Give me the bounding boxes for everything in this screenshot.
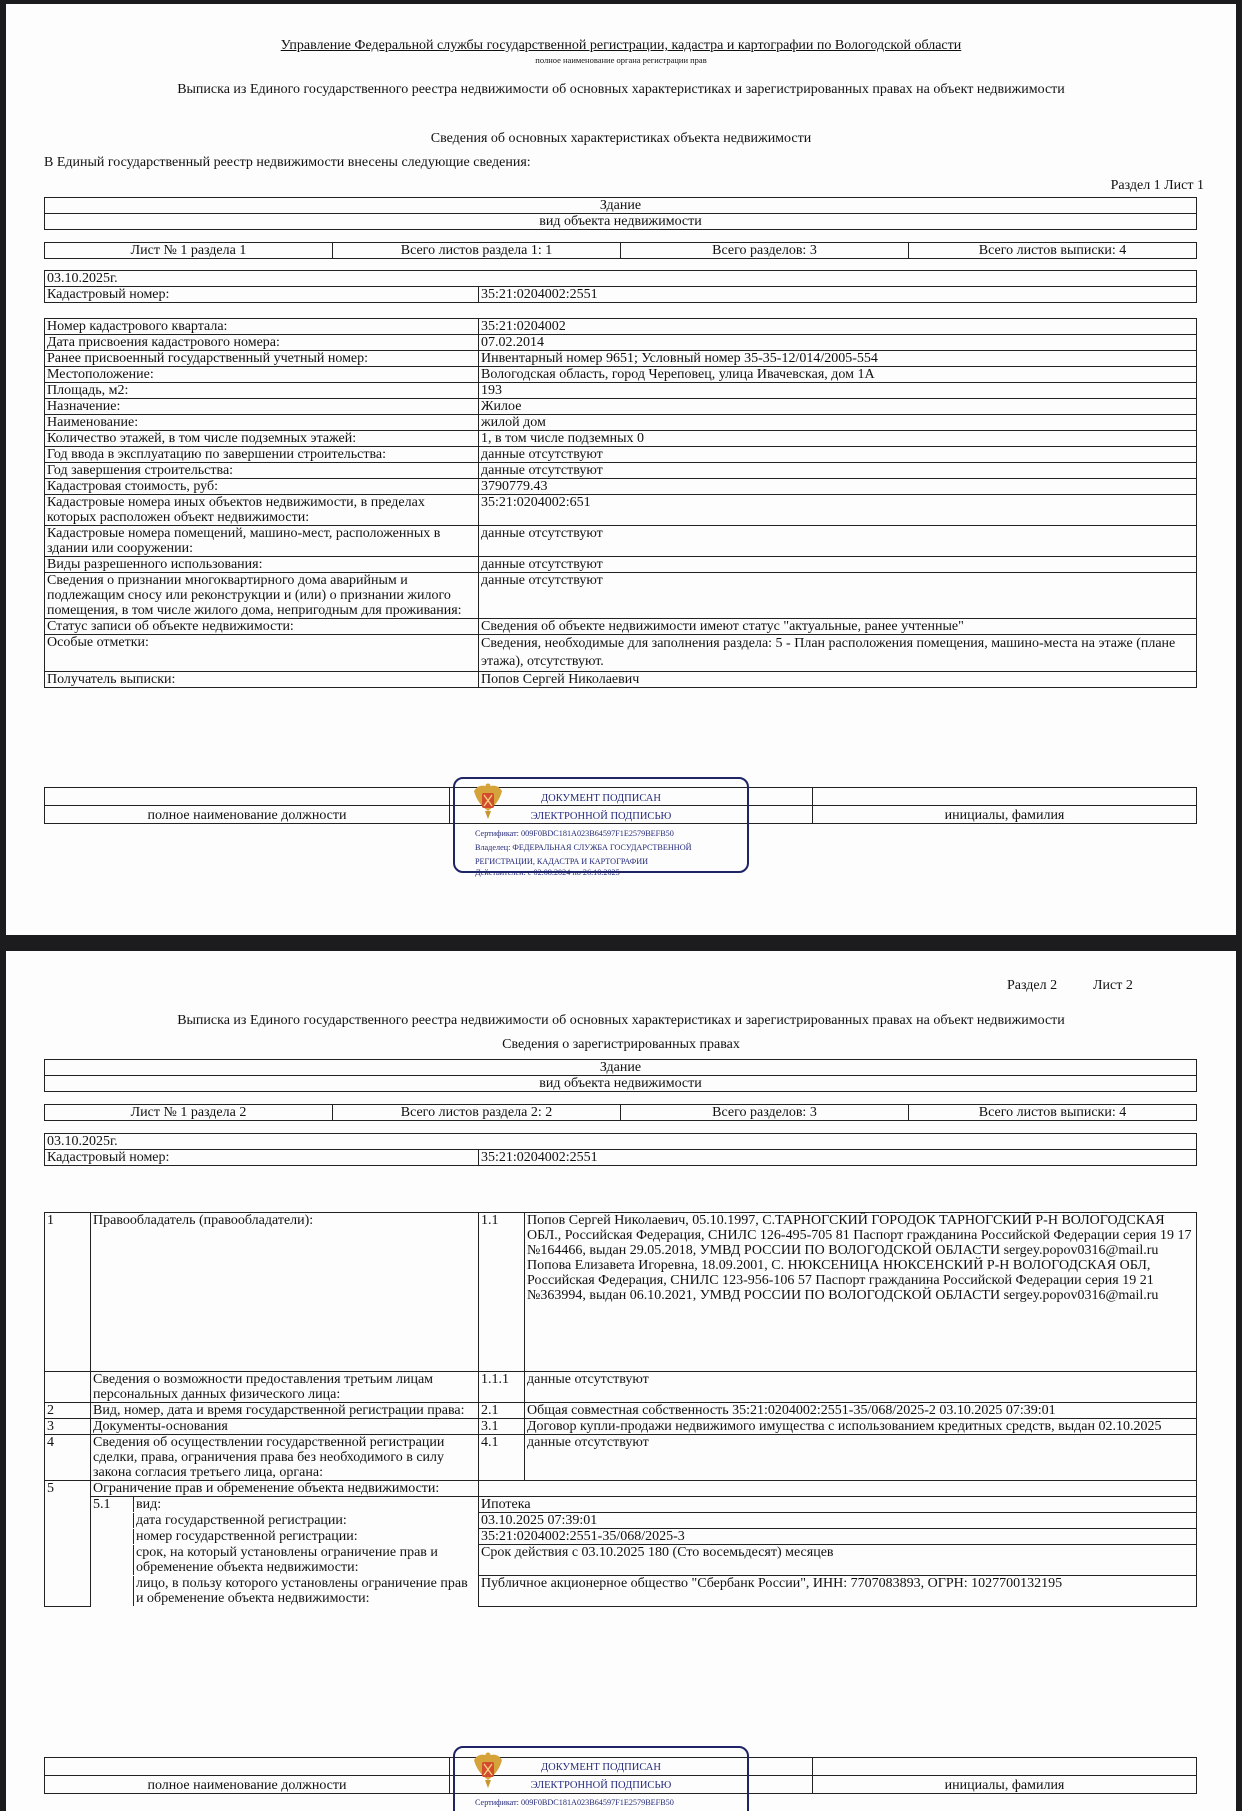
right-number: 2 bbox=[45, 1403, 91, 1419]
characteristic-label: Наименование: bbox=[45, 415, 479, 431]
characteristic-row bbox=[45, 351, 1197, 367]
right-number: 1 bbox=[45, 1213, 91, 1372]
encumbrance-header-row bbox=[45, 1481, 1197, 1497]
cadastral-value: 35:21:0204002:2551 bbox=[479, 1150, 1197, 1166]
characteristic-value: данные отсутствуют bbox=[479, 573, 1197, 619]
sheet-info-cell: Всего листов раздела 2: 2 bbox=[333, 1105, 621, 1121]
authority-name: Управление Федеральной службы государственной регистрации, кадастра и картографии по Вологодской области bbox=[280, 38, 962, 53]
right-label: Документы-основания bbox=[91, 1419, 479, 1435]
characteristic-label: Площадь, м2: bbox=[45, 383, 479, 399]
characteristic-value: Попов Сергей Николаевич bbox=[479, 672, 1197, 688]
characteristic-row bbox=[45, 319, 1197, 335]
extract-date: 03.10.2025г. bbox=[45, 271, 1197, 287]
sheet-info-cell: Всего листов выписки: 4 bbox=[909, 1105, 1197, 1121]
characteristic-value: 1, в том числе подземных 0 bbox=[479, 431, 1197, 447]
section-title: Сведения об основных характеристиках объекта недвижимости bbox=[430, 131, 812, 146]
encumbrance-field-label: вид: bbox=[133, 1497, 478, 1512]
characteristic-value: Сведения об объекте недвижимости имеют статус "актуальные, ранее учтенные" bbox=[479, 619, 1197, 635]
characteristic-value: Вологодская область, город Череповец, улица Ивачевская, дом 1А bbox=[479, 367, 1197, 383]
document-title: Выписка из Единого государственного реестра недвижимости об основных характеристиках и зарегистрированных правах на объект недвижимости bbox=[177, 82, 1065, 97]
encumbrance-row bbox=[45, 1529, 1197, 1545]
characteristic-value: 193 bbox=[479, 383, 1197, 399]
right-subnumber: 1.1.1 bbox=[479, 1372, 525, 1403]
right-row bbox=[45, 1435, 1197, 1481]
encumbrance-subnumber: 5.1 bbox=[93, 1497, 111, 1512]
characteristic-label: Кадастровая стоимость, руб: bbox=[45, 479, 479, 495]
section-label: Раздел 2 bbox=[1007, 978, 1058, 993]
right-row bbox=[45, 1419, 1197, 1435]
characteristic-label: Год ввода в эксплуатацию по завершении строительства: bbox=[45, 447, 479, 463]
e-signature-stamp bbox=[453, 1746, 749, 1811]
sheet-info-cell: Лист № 1 раздела 1 bbox=[45, 243, 333, 259]
intro-text: В Единый государственный реестр недвижимости внесены следующие сведения: bbox=[44, 155, 531, 170]
encumbrance-field-label: дата государственной регистрации: bbox=[133, 1513, 478, 1528]
characteristic-label: Особые отметки: bbox=[45, 635, 479, 672]
name-caption: инициалы, фамилия bbox=[813, 806, 1197, 824]
right-subnumber: 1.1 bbox=[479, 1213, 525, 1372]
characteristic-label: Местоположение: bbox=[45, 367, 479, 383]
characteristic-row bbox=[45, 447, 1197, 463]
characteristic-row bbox=[45, 479, 1197, 495]
right-row bbox=[45, 1372, 1197, 1403]
characteristic-value: 35:21:0204002:651 bbox=[479, 495, 1197, 526]
sheet-info-table bbox=[44, 1104, 1197, 1121]
position-caption: полное наименование должности bbox=[45, 1776, 450, 1794]
stamp-owner-1: Владелец: ФЕДЕРАЛЬНАЯ СЛУЖБА ГОСУДАРСТВЕННОЙ bbox=[475, 843, 692, 852]
characteristic-row bbox=[45, 672, 1197, 688]
stamp-line-2: ЭЛЕКТРОННОЙ ПОДПИСЬЮ bbox=[530, 1780, 672, 1791]
stamp-certificate: Сертификат: 009F0BDC181A023B64597F1E2579BEFB50 bbox=[475, 1798, 674, 1807]
right-subnumber: 3.1 bbox=[479, 1419, 525, 1435]
characteristic-value: Инвентарный номер 9651; Условный номер 35-35-12/014/2005-554 bbox=[479, 351, 1197, 367]
right-value: данные отсутствуют bbox=[525, 1372, 1197, 1403]
authority-caption: полное наименование органа регистрации прав bbox=[535, 55, 707, 65]
characteristic-label: Ранее присвоенный государственный учетный номер: bbox=[45, 351, 479, 367]
sheet-info-cell: Всего листов выписки: 4 bbox=[909, 243, 1197, 259]
section-sheet-label: Раздел 1 Лист 1 bbox=[1110, 178, 1204, 193]
right-value: Общая совместная собственность 35:21:0204002:2551-35/068/2025-2 03.10.2025 07:39:01 bbox=[525, 1403, 1197, 1419]
characteristic-row bbox=[45, 415, 1197, 431]
characteristic-row bbox=[45, 367, 1197, 383]
characteristic-label: Получатель выписки: bbox=[45, 672, 479, 688]
characteristic-value: данные отсутствуют bbox=[479, 557, 1197, 573]
section-title: Сведения о зарегистрированных правах bbox=[502, 1037, 740, 1052]
characteristic-value: данные отсутствуют bbox=[479, 463, 1197, 479]
encumbrance-label: Ограничение прав и обременение объекта недвижимости: bbox=[91, 1481, 479, 1497]
encumbrance-row bbox=[45, 1513, 1197, 1529]
characteristic-label: Номер кадастрового квартала: bbox=[45, 319, 479, 335]
object-type-caption: вид объекта недвижимости bbox=[45, 214, 1197, 230]
encumbrance-empty bbox=[479, 1481, 1197, 1497]
right-value: Договор купли-продажи недвижимого имущества с использованием кредитных средств, выдан 02.10.2025 bbox=[525, 1419, 1197, 1435]
sheet-label: Лист 2 bbox=[1093, 978, 1133, 993]
characteristic-row bbox=[45, 573, 1197, 619]
position-caption: полное наименование должности bbox=[45, 806, 450, 824]
characteristic-label: Статус записи об объекте недвижимости: bbox=[45, 619, 479, 635]
characteristic-row bbox=[45, 557, 1197, 573]
characteristic-row bbox=[45, 495, 1197, 526]
characteristic-label: Назначение: bbox=[45, 399, 479, 415]
characteristic-label: Кадастровые номера помещений, машино-мест, расположенных в здании или сооружении: bbox=[45, 526, 479, 557]
encumbrance-field-value: 03.10.2025 07:39:01 bbox=[479, 1513, 1197, 1529]
encumbrance-field-label: лицо, в пользу которого установлены ограничение прав и обременение объекта недвижимости: bbox=[133, 1576, 478, 1606]
characteristic-label: Количество этажей, в том числе подземных этажей: bbox=[45, 431, 479, 447]
cadastral-header-table bbox=[44, 270, 1197, 303]
right-label: Вид, номер, дата и время государственной регистрации права: bbox=[91, 1403, 479, 1419]
right-number bbox=[45, 1372, 91, 1403]
sheet-info-table bbox=[44, 242, 1197, 259]
object-type-caption: вид объекта недвижимости bbox=[45, 1076, 1197, 1092]
characteristic-value: 07.02.2014 bbox=[479, 335, 1197, 351]
right-value: Попов Сергей Николаевич, 05.10.1997, С.ТАРНОГСКИЙ ГОРОДОК ТАРНОГСКИЙ Р-Н ВОЛОГОДСКАЯ ОБЛ., Российская Федерация, СНИЛС 126-495-705 81 Паспорт гражданина Российской Федерации серия 19 17 №164466, выдан 29.05.2018, УМВД РОССИИ ПО ВОЛОГОДСКОЙ ОБЛАСТИ sergey.popov0316@mail.ru Попова Елизавета Игоревна, 18.09.2001, С. НЮКСЕНИЦА НЮКСЕНСКИЙ Р-Н ВОЛОГОДСКАЯ ОБЛ, Российская Федерация, СНИЛС 123-956-106 57 Паспорт гражданина Российской Федерации серия 19 21 №363994, выдан 06.10.2021, УМВД РОССИИ ПО ВОЛОГОДСКОЙ ОБЛАСТИ sergey.popov0316@mail.ru bbox=[525, 1213, 1197, 1372]
right-value: данные отсутствуют bbox=[525, 1435, 1197, 1481]
encumbrance-number: 5 bbox=[45, 1481, 91, 1607]
right-label: Сведения о возможности предоставления третьим лицам персональных данных физического лица: bbox=[91, 1372, 479, 1403]
characteristic-row bbox=[45, 619, 1197, 635]
cadastral-value: 35:21:0204002:2551 bbox=[479, 287, 1197, 303]
characteristic-label: Виды разрешенного использования: bbox=[45, 557, 479, 573]
name-caption: инициалы, фамилия bbox=[813, 1776, 1197, 1794]
characteristic-row bbox=[45, 335, 1197, 351]
object-type: Здание bbox=[45, 1060, 1197, 1076]
right-subnumber: 4.1 bbox=[479, 1435, 525, 1481]
encumbrance-row bbox=[45, 1576, 1197, 1607]
encumbrance-row bbox=[45, 1497, 1197, 1513]
right-label: Правообладатель (правообладатели): bbox=[91, 1213, 479, 1372]
encumbrance-field-value: Ипотека bbox=[479, 1497, 1197, 1513]
stamp-line-1: ДОКУМЕНТ ПОДПИСАН bbox=[541, 793, 661, 804]
object-type-table bbox=[44, 1059, 1197, 1092]
cadastral-header-table bbox=[44, 1133, 1197, 1166]
characteristic-row bbox=[45, 399, 1197, 415]
sheet-info-cell: Всего листов раздела 1: 1 bbox=[333, 243, 621, 259]
sheet-info-cell: Лист № 1 раздела 2 bbox=[45, 1105, 333, 1121]
sheet-info-cell: Всего разделов: 3 bbox=[621, 243, 909, 259]
characteristic-row bbox=[45, 431, 1197, 447]
rights-table bbox=[44, 1212, 1197, 1607]
characteristics-table bbox=[44, 318, 1197, 688]
encumbrance-row bbox=[45, 1545, 1197, 1576]
page-1 bbox=[6, 4, 1236, 935]
page-2 bbox=[6, 951, 1236, 1811]
extract-date: 03.10.2025г. bbox=[45, 1134, 1197, 1150]
characteristic-value: данные отсутствуют bbox=[479, 526, 1197, 557]
characteristic-row bbox=[45, 383, 1197, 399]
encumbrance-field-label: номер государственной регистрации: bbox=[133, 1529, 478, 1544]
right-label: Сведения об осуществлении государственной регистрации сделки, права, ограничения права без необходимого в силу закона согласия третьего лица, органа: bbox=[91, 1435, 479, 1481]
encumbrance-field-value: Срок действия с 03.10.2025 180 (Сто восемьдесят) месяцев bbox=[479, 1545, 1197, 1576]
characteristic-label: Кадастровые номера иных объектов недвижимости, в пределах которых расположен объект недвижимости: bbox=[45, 495, 479, 526]
cadastral-label: Кадастровый номер: bbox=[45, 287, 479, 303]
characteristic-row bbox=[45, 635, 1197, 672]
characteristic-label: Дата присвоения кадастрового номера: bbox=[45, 335, 479, 351]
characteristic-value: 35:21:0204002 bbox=[479, 319, 1197, 335]
sheet-info-cell: Всего разделов: 3 bbox=[621, 1105, 909, 1121]
stamp-certificate: Сертификат: 009F0BDC181A023B64597F1E2579BEFB50 bbox=[475, 829, 674, 838]
characteristic-label: Год завершения строительства: bbox=[45, 463, 479, 479]
characteristic-row bbox=[45, 526, 1197, 557]
document-title: Выписка из Единого государственного реестра недвижимости об основных характеристиках и зарегистрированных правах на объект недвижимости bbox=[177, 1013, 1065, 1028]
characteristic-value: 3790779.43 bbox=[479, 479, 1197, 495]
object-type-table bbox=[44, 197, 1197, 230]
characteristic-label: Сведения о признании многоквартирного дома аварийным и подлежащим сносу или реконструкции и (или) о признании жилого помещения, в том числе жилого дома, непригодным для проживания: bbox=[45, 573, 479, 619]
object-type: Здание bbox=[45, 198, 1197, 214]
stamp-valid: Действителен: с 02.08.2024 по 26.10.2025 bbox=[475, 868, 620, 877]
right-number: 4 bbox=[45, 1435, 91, 1481]
right-row bbox=[45, 1213, 1197, 1372]
characteristic-value: Сведения, необходимые для заполнения раздела: 5 - План расположения помещения, машино-места на этаже (плане этажа), отсутствуют. bbox=[479, 635, 1197, 672]
stamp-line-1: ДОКУМЕНТ ПОДПИСАН bbox=[541, 1762, 661, 1773]
characteristic-value: данные отсутствуют bbox=[479, 447, 1197, 463]
characteristic-value: Жилое bbox=[479, 399, 1197, 415]
characteristic-row bbox=[45, 463, 1197, 479]
stamp-line-2: ЭЛЕКТРОННОЙ ПОДПИСЬЮ bbox=[530, 811, 672, 822]
characteristic-value: жилой дом bbox=[479, 415, 1197, 431]
encumbrance-field-value: Публичное акционерное общество "Сбербанк России", ИНН: 7707083893, ОГРН: 1027700132195 bbox=[479, 1576, 1197, 1607]
encumbrance-field-label: срок, на который установлены ограничение прав и обременение объекта недвижимости: bbox=[133, 1545, 478, 1575]
right-number: 3 bbox=[45, 1419, 91, 1435]
right-subnumber: 2.1 bbox=[479, 1403, 525, 1419]
right-row bbox=[45, 1403, 1197, 1419]
encumbrance-field-value: 35:21:0204002:2551-35/068/2025-3 bbox=[479, 1529, 1197, 1545]
cadastral-label: Кадастровый номер: bbox=[45, 1150, 479, 1166]
e-signature-stamp bbox=[453, 777, 749, 877]
stamp-owner-2: РЕГИСТРАЦИИ, КАДАСТРА И КАРТОГРАФИИ bbox=[475, 857, 649, 866]
